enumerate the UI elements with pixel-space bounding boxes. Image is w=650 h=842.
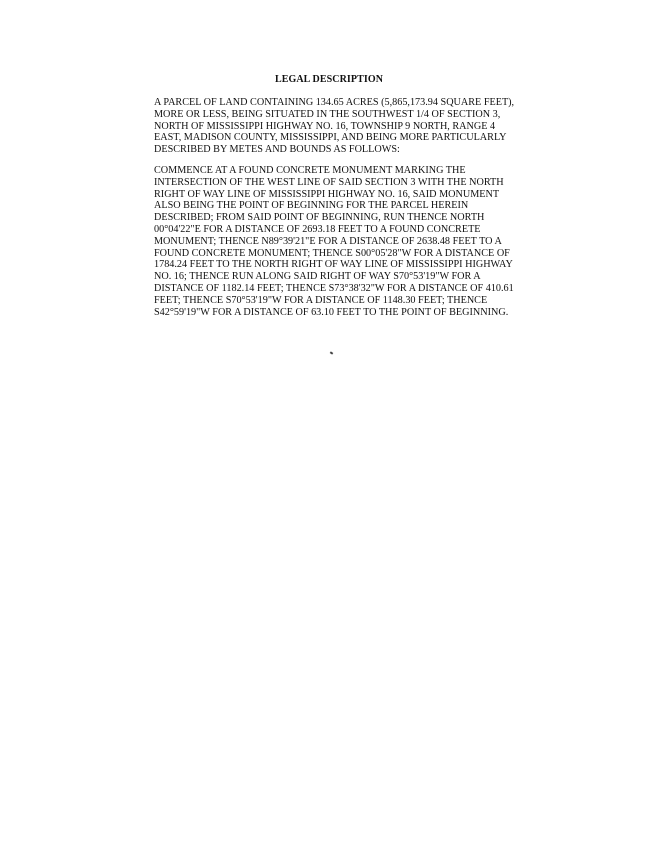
text-line: S42°59'19"W FOR A DISTANCE OF 63.10 FEET TO THE POINT OF BEGINNING. <box>154 306 509 318</box>
text-line: DESCRIBED; FROM SAID POINT OF BEGINNING, RUN THENCE NORTH <box>154 212 485 224</box>
text-line: ALSO BEING THE POINT OF BEGINNING FOR THE PARCEL HEREIN <box>154 200 469 212</box>
text-line: NO. 16; THENCE RUN ALONG SAID RIGHT OF WAY S70°53'19"W FOR A <box>154 271 481 283</box>
text-line: MONUMENT; THENCE N89°39'21"E FOR A DISTANCE OF 2638.48 FEET TO A <box>154 235 502 247</box>
text-line: 00°04'22"E FOR A DISTANCE OF 2693.18 FEET TO A FOUND CONCRETE <box>154 223 481 235</box>
text-line: RIGHT OF WAY LINE OF MISSISSIPPI HIGHWAY NO. 16, SAID MONUMENT <box>154 188 500 200</box>
document-title: LEGAL DESCRIPTION <box>274 74 384 85</box>
text-line: MORE OR LESS, BEING SITUATED IN THE SOUTHWEST 1/4 OF SECTION 3, <box>154 108 501 120</box>
text-line: NORTH OF MISSISSIPPI HIGHWAY NO. 16, TOWNSHIP 9 NORTH, RANGE 4 <box>154 120 496 132</box>
text-line: 1784.24 FEET TO THE NORTH RIGHT OF WAY LINE OF MISSISSIPPI HIGHWAY <box>154 259 513 271</box>
scan-mark <box>330 351 334 354</box>
text-line: DESCRIBED BY METES AND BOUNDS AS FOLLOWS: <box>154 144 400 156</box>
text-line: DISTANCE OF 1182.14 FEET; THENCE S73°38'32"W FOR A DISTANCE OF 410.61 <box>154 282 514 294</box>
text-line: A PARCEL OF LAND CONTAINING 134.65 ACRES (5,865,173.94 SQUARE FEET), <box>154 97 515 108</box>
text-line: COMMENCE AT A FOUND CONCRETE MONUMENT MARKING THE <box>154 165 466 176</box>
text-line: FEET; THENCE S70°53'19"W FOR A DISTANCE OF 1148.30 FEET; THENCE <box>154 294 488 306</box>
text-line: EAST, MADISON COUNTY, MISSISSIPPI, AND BEING MORE PARTICULARLY <box>154 132 507 144</box>
text-line: FOUND CONCRETE MONUMENT; THENCE S00°05'28"W FOR A DISTANCE OF <box>154 247 510 259</box>
text-line: INTERSECTION OF THE WEST LINE OF SAID SECTION 3 WITH THE NORTH <box>154 176 504 188</box>
metes-and-bounds-paragraph <box>154 165 514 318</box>
parcel-summary-paragraph <box>154 97 514 156</box>
